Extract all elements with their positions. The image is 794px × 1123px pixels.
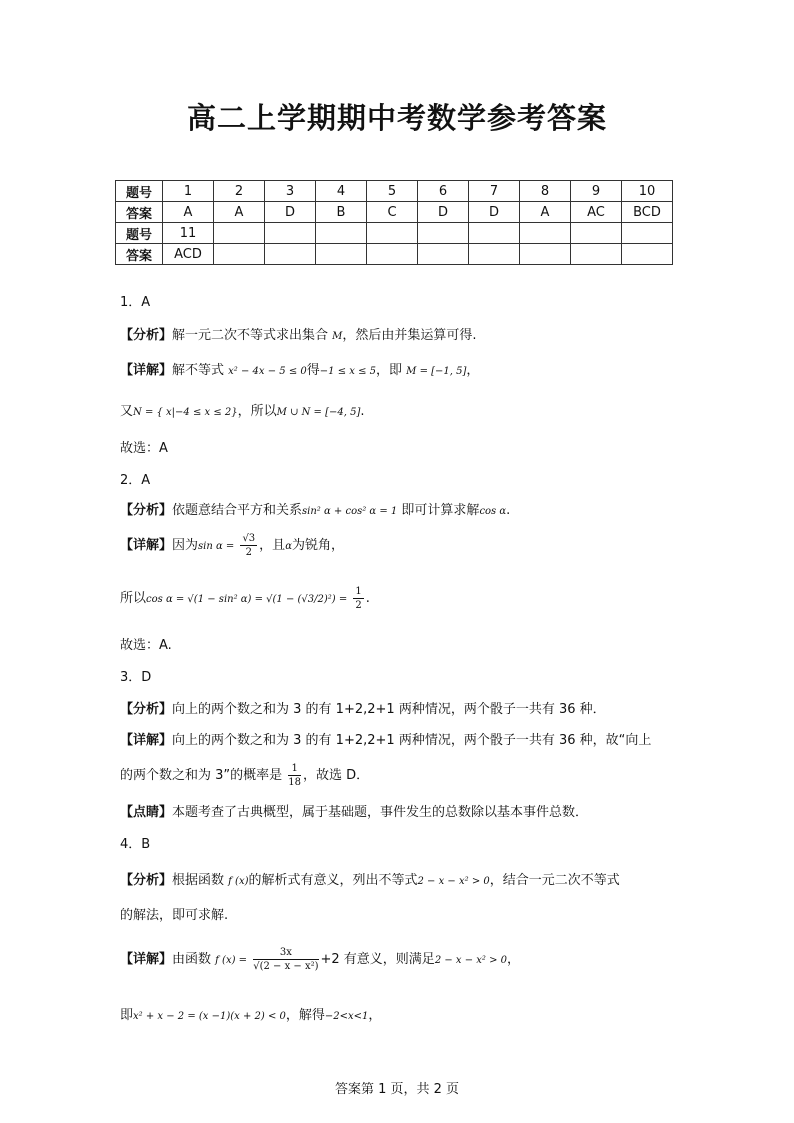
table-cell: 11 — [163, 223, 214, 244]
table-cell: 答案 — [116, 244, 163, 265]
table-cell — [469, 244, 520, 265]
table-cell — [214, 244, 265, 265]
q2-analysis-pre: 依题意结合平方和关系 — [172, 503, 303, 518]
table-cell: A — [520, 202, 571, 223]
q4-fx-eq: f (x) = — [215, 955, 248, 966]
table-row — [116, 244, 673, 265]
q4-analysis — [120, 873, 620, 890]
q4-line4-pre: 即 — [120, 1008, 134, 1023]
table-cell — [571, 223, 622, 244]
table-cell: D — [418, 202, 469, 223]
q4-detail-pre: 由函数 — [172, 952, 212, 967]
table-cell: ACD — [163, 244, 214, 265]
q4-heading: 4．B — [120, 837, 151, 852]
q2-alpha: α — [285, 541, 292, 552]
q4-detail — [120, 945, 520, 976]
fraction-denominator: √(2 − x − x²) — [253, 961, 319, 972]
fraction-denominator: 18 — [288, 777, 302, 788]
q4-line4-mid: ，解得 — [285, 1008, 325, 1023]
q2-cos: cos α — [479, 506, 507, 517]
table-cell — [214, 223, 265, 244]
q2-identity: sin² α + cos² α = 1 — [302, 506, 398, 517]
q1-inequality: x² − 4x − 5 ≤ 0 — [228, 366, 307, 377]
q2-detail — [120, 532, 344, 561]
table-cell: AC — [571, 202, 622, 223]
analysis-tag: 【分析】 — [120, 328, 173, 343]
table-cell: 2 — [214, 181, 265, 202]
table-cell: 10 — [622, 181, 673, 202]
table-cell — [265, 244, 316, 265]
q2-heading: 2．A — [120, 473, 151, 488]
q2-analysis — [120, 503, 510, 520]
q2-sqrt3-over-2 — [240, 532, 257, 559]
q1-analysis-tail: ，然后由并集运算可得. — [342, 328, 477, 343]
q2-detail-end: 为锐角， — [291, 538, 344, 553]
table-cell — [316, 244, 367, 265]
q3-analysis — [120, 702, 606, 718]
table-cell: A — [163, 202, 214, 223]
q1-set-m: M = [−1, 5] — [406, 366, 467, 377]
table-cell — [367, 223, 418, 244]
q4-solution: −2<x<1 — [324, 1011, 369, 1022]
q1-line3-pre: 又 — [120, 404, 134, 419]
q4-line4-end: ， — [368, 1008, 382, 1023]
table-cell: 4 — [316, 181, 367, 202]
table-cell: D — [265, 202, 316, 223]
page-title: 高二上学期期中考数学参考答案 — [186, 101, 607, 135]
fraction-denominator: 2 — [245, 547, 252, 558]
q1-detail-pre: 解不等式 — [172, 363, 225, 378]
q1-line3-end: . — [360, 404, 365, 419]
q1-analysis-var: M — [332, 331, 343, 342]
q2-one-half — [353, 585, 363, 612]
q3-detail — [120, 733, 651, 749]
table-cell: A — [214, 202, 265, 223]
q3-comment — [120, 805, 588, 821]
q1-set-n: N = { x|−4 ≤ x ≤ 2} — [133, 407, 238, 418]
q3-detail2-pre: 的两个数之和为 3”的概率是 — [120, 768, 283, 783]
q4-factor: x² + x − 2 = (x −1)(x + 2) < 0 — [133, 1011, 286, 1022]
table-cell — [418, 223, 469, 244]
table-cell — [622, 244, 673, 265]
q4-inequality-2: 2 − x − x² > 0 — [434, 955, 508, 966]
q3-analysis-text: 向上的两个数之和为 3 的有 1+2,2+1 两种情况，两个骰子一共有 36 种． — [172, 702, 606, 717]
table-cell: 题号 — [116, 181, 163, 202]
table-cell: 6 — [418, 181, 469, 202]
detail-tag: 【详解】 — [120, 363, 173, 378]
table-cell — [418, 244, 469, 265]
table-cell: 9 — [571, 181, 622, 202]
q1-detail-end: ， — [466, 363, 480, 378]
q4-analysis-end: ，结合一元二次不等式 — [489, 873, 620, 888]
q1-heading: 1．A — [120, 295, 151, 310]
table-cell: 1 — [163, 181, 214, 202]
table-cell: 8 — [520, 181, 571, 202]
q1-choice: 故选：A — [120, 441, 168, 456]
table-cell: 题号 — [116, 223, 163, 244]
fraction-numerator: 1 — [288, 762, 301, 776]
table-cell: B — [316, 202, 367, 223]
q1-detail — [120, 363, 479, 380]
q4-analysis-mid: 的解析式有意义，列出不等式 — [248, 873, 418, 888]
table-cell: 5 — [367, 181, 418, 202]
q3-probability-line — [120, 762, 369, 790]
q3-detail2-end: ，故选 D． — [303, 768, 370, 783]
table-cell: 答案 — [116, 202, 163, 223]
table-cell — [316, 223, 367, 244]
table-cell — [520, 244, 571, 265]
table-cell — [367, 244, 418, 265]
q2-cos-expression: cos α = √(1 − sin² α) = √(1 − (√3/2)²) = — [146, 594, 348, 605]
q4-detail-mid: +2 有意义，则满足 — [320, 952, 435, 967]
q3-heading: 3．D — [120, 670, 152, 685]
comment-tag: 【点睛】 — [120, 805, 173, 820]
table-cell — [520, 223, 571, 244]
q2-analysis-end: . — [506, 503, 511, 518]
table-cell — [265, 223, 316, 244]
q1-detail-mid2: ，即 — [376, 363, 403, 378]
q3-comment-text: 本题考查了古典概型，属于基础题，事件发生的总数除以基本事件总数． — [172, 805, 589, 820]
q2-detail-mid: ，且 — [259, 538, 286, 553]
table-cell — [469, 223, 520, 244]
analysis-tag: 【分析】 — [120, 873, 173, 888]
q1-range: −1 ≤ x ≤ 5 — [319, 366, 376, 377]
table-cell: 3 — [265, 181, 316, 202]
analysis-tag: 【分析】 — [120, 503, 173, 518]
q4-analysis-2: 的解法，即可求解. — [120, 908, 229, 923]
q3-detail-text: 向上的两个数之和为 3 的有 1+2,2+1 两种情况，两个骰子一共有 36 种，故“向上 — [172, 733, 652, 748]
fraction-numerator: 3x — [253, 946, 318, 960]
q1-union: M ∪ N = [−4, 5] — [276, 407, 361, 418]
fraction-numerator: 1 — [355, 586, 362, 597]
table-cell: C — [367, 202, 418, 223]
table-row — [116, 202, 673, 223]
detail-tag: 【详解】 — [120, 952, 173, 967]
q4-factor-line — [120, 1008, 381, 1025]
q1-detail-mid: 得 — [306, 363, 320, 378]
table-cell — [571, 244, 622, 265]
table-cell: 7 — [469, 181, 520, 202]
q4-analysis-pre: 根据函数 — [172, 873, 225, 888]
q1-union-line — [120, 404, 365, 421]
q4-fx: f (x) — [228, 876, 249, 887]
q3-one-eighteenth — [288, 762, 301, 789]
answer-table — [115, 180, 673, 265]
detail-tag: 【详解】 — [120, 538, 173, 553]
table-cell: BCD — [622, 202, 673, 223]
q4-inequality: 2 − x − x² > 0 — [417, 876, 490, 887]
table-row — [116, 223, 673, 244]
page-footer: 答案第 1 页，共 2 页 — [334, 1082, 460, 1097]
fraction-denominator: 2 — [355, 600, 362, 611]
analysis-tag: 【分析】 — [120, 702, 173, 717]
q4-detail-end: ， — [507, 952, 521, 967]
table-cell — [622, 223, 673, 244]
q4-fraction — [253, 946, 318, 973]
fraction-numerator: √3 — [242, 533, 256, 544]
q2-analysis-mid: 即可计算求解 — [401, 503, 480, 518]
q2-cos-line — [120, 585, 370, 614]
q1-analysis-text: 解一元二次不等式求出集合 — [172, 328, 329, 343]
table-cell: D — [469, 202, 520, 223]
q2-choice: 故选：A. — [120, 638, 172, 653]
q1-line3-mid: ，所以 — [237, 404, 277, 419]
table-row — [116, 181, 673, 202]
q2-line3-end: . — [365, 591, 370, 606]
q2-line3-pre: 所以 — [120, 591, 147, 606]
q1-analysis — [120, 328, 477, 345]
detail-tag: 【详解】 — [120, 733, 173, 748]
q2-sin-eq: sin α = — [198, 541, 235, 552]
q2-detail-pre: 因为 — [172, 538, 199, 553]
